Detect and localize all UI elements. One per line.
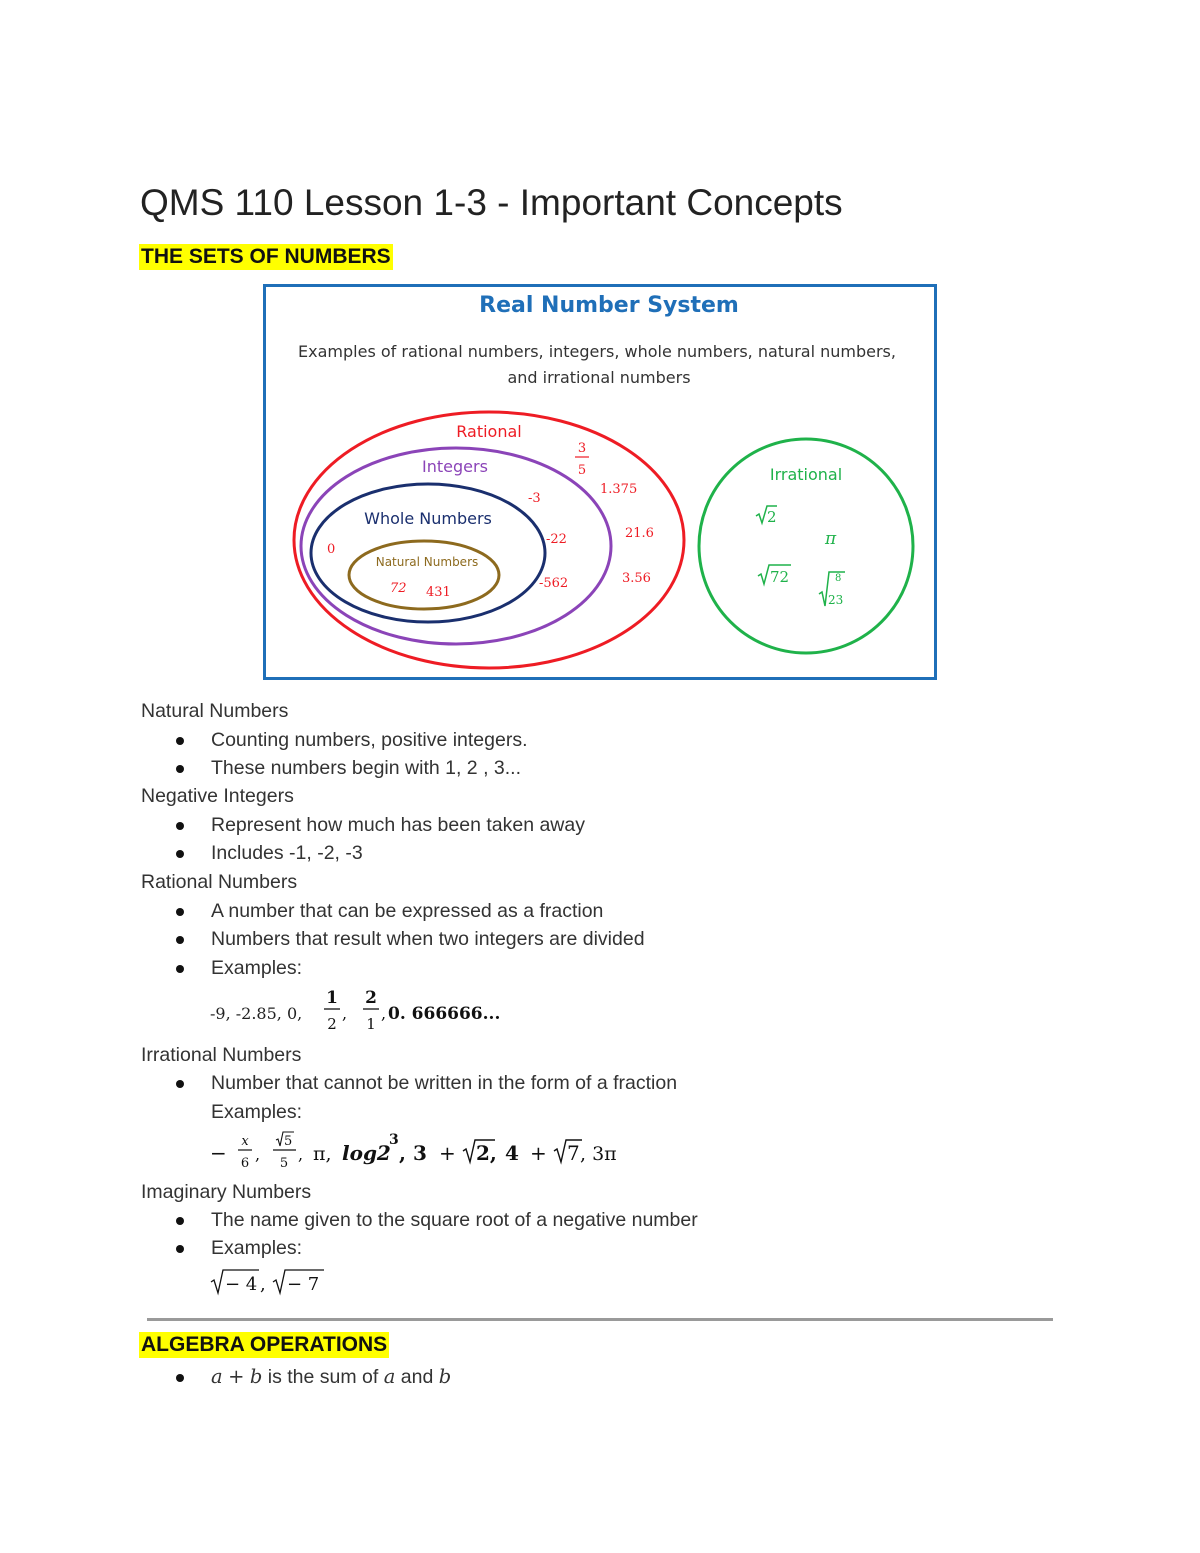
irrational-pi: π, [313, 1143, 332, 1165]
irrational-example-pi: π [825, 529, 837, 549]
irrational-three-pi: , 3π [580, 1143, 617, 1165]
irrational-set-label: Irrational [769, 465, 843, 484]
bullet-icon [176, 822, 184, 830]
rational-fraction1-numerator: 1 [326, 988, 338, 1008]
imaginary-radicand-1: − 4 [225, 1274, 258, 1295]
irrational-fraction1-denominator: 6 [240, 1156, 250, 1171]
irrational-example-root-index: 8 [835, 573, 842, 584]
whole-numbers-set-label: Whole Numbers [364, 509, 492, 528]
section-irrational-numbers-heading: Irrational Numbers [141, 1044, 302, 1066]
irrational-example-sqrt2: 2 [767, 508, 777, 526]
irrational-four: 4 [505, 1141, 519, 1165]
bullet-icon [176, 936, 184, 944]
rational-fraction2-numerator: 2 [365, 988, 377, 1008]
negative-bullet-2: Includes -1, -2, -3 [211, 842, 363, 864]
svg-text:,: , [298, 1145, 304, 1164]
rational-example-356: 3.56 [622, 571, 651, 586]
whole-example-zero: 0 [327, 542, 336, 557]
svg-text:,: , [399, 1141, 406, 1165]
integer-example-minus562: -562 [539, 576, 569, 591]
svg-text:,: , [381, 1004, 387, 1023]
rational-example-fraction-numerator: 3 [577, 441, 587, 456]
bullet-icon [176, 1217, 184, 1225]
rational-bullet-3: Examples: [211, 957, 303, 979]
imaginary-radicand-2: − 7 [287, 1274, 320, 1295]
real-number-system-diagram [263, 284, 937, 680]
section-negative-integers-heading: Negative Integers [141, 785, 294, 807]
irrational-example-root-radicand: 23 [828, 593, 844, 607]
integer-example-minus22: -22 [546, 532, 567, 547]
rational-fraction1-denominator: 2 [327, 1015, 337, 1033]
imaginary-bullet-2: Examples: [211, 1237, 303, 1259]
rational-examples-suffix: 0. 666666... [388, 1004, 501, 1024]
irrational-fraction2-denominator: 5 [279, 1156, 289, 1171]
bullet-icon [176, 850, 184, 858]
rational-example-216: 21.6 [625, 526, 654, 541]
bullet-icon [176, 965, 184, 973]
natural-example-431: 431 [426, 585, 451, 600]
integer-example-minus3: -3 [528, 491, 541, 506]
algebra-bullet-1: a + b is the sum of a and b [211, 1365, 452, 1388]
irrational-plus1: + [439, 1141, 456, 1165]
section-imaginary-numbers-heading: Imaginary Numbers [141, 1181, 312, 1203]
diagram-title: Real Number System [479, 293, 739, 318]
svg-text:,: , [260, 1274, 266, 1295]
irrational-fraction2-radicand: 5 [284, 1134, 293, 1149]
natural-example-72: 72 [390, 581, 407, 596]
section-heading-algebra-operations: ALGEBRA OPERATIONS [141, 1333, 388, 1356]
irrational-example-sqrt72: 72 [770, 568, 790, 586]
svg-text:,: , [255, 1145, 261, 1164]
imaginary-examples-formula [208, 1262, 348, 1302]
natural-numbers-set-label: Natural Numbers [375, 555, 479, 569]
bullet-icon [176, 908, 184, 916]
irrational-bullet-1: Number that cannot be written in the form of a fraction [211, 1072, 678, 1094]
irrational-radicand-2: 2, [476, 1141, 497, 1165]
rational-example-1375: 1.375 [600, 482, 638, 497]
rational-set-label: Rational [456, 422, 522, 441]
rational-fraction2-denominator: 1 [366, 1015, 376, 1033]
rational-examples-prefix: -9, -2.85, 0, [210, 1004, 303, 1023]
irrational-examples-label: Examples: [211, 1101, 303, 1123]
bullet-icon [176, 1374, 184, 1382]
negative-bullet-1: Represent how much has been taken away [211, 814, 585, 836]
rational-example-fraction-denominator: 5 [577, 463, 587, 478]
irrational-log: log2 [342, 1141, 391, 1165]
section-divider [147, 1318, 1053, 1321]
section-rational-numbers-heading: Rational Numbers [141, 871, 298, 893]
irrational-examples-formula [208, 1124, 638, 1174]
irrational-radicand-7: 7 [567, 1141, 580, 1165]
section-heading-sets-of-numbers: THE SETS OF NUMBERS [141, 245, 391, 268]
irrational-fraction1-numerator: x [241, 1134, 249, 1149]
bullet-icon [176, 1080, 184, 1088]
integers-set-label: Integers [422, 457, 488, 476]
irrational-log-exponent: 3 [389, 1132, 399, 1148]
svg-text:,: , [342, 1004, 348, 1023]
imaginary-bullet-1: The name given to the square root of a negative number [211, 1209, 698, 1231]
bullet-icon [176, 1245, 184, 1253]
diagram-subtitle-line2: and irrational numbers [507, 368, 691, 387]
bullet-icon [176, 765, 184, 773]
natural-bullet-1: Counting numbers, positive integers. [211, 729, 528, 751]
irrational-three: 3 [413, 1141, 427, 1165]
irrational-minus-sign: − [210, 1141, 227, 1165]
rational-bullet-1: A number that can be expressed as a fraction [211, 900, 604, 922]
rational-bullet-2: Numbers that result when two integers are divided [211, 928, 645, 950]
section-natural-numbers-heading: Natural Numbers [141, 700, 289, 722]
diagram-subtitle-line1: Examples of rational numbers, integers, whole numbers, natural numbers, [298, 342, 896, 361]
natural-bullet-2: These numbers begin with 1, 2 , 3... [211, 757, 522, 779]
rational-examples-formula [208, 982, 528, 1038]
bullet-icon [176, 737, 184, 745]
irrational-plus2: + [530, 1141, 547, 1165]
page-title: QMS 110 Lesson 1-3 - Important Concepts [140, 182, 843, 223]
